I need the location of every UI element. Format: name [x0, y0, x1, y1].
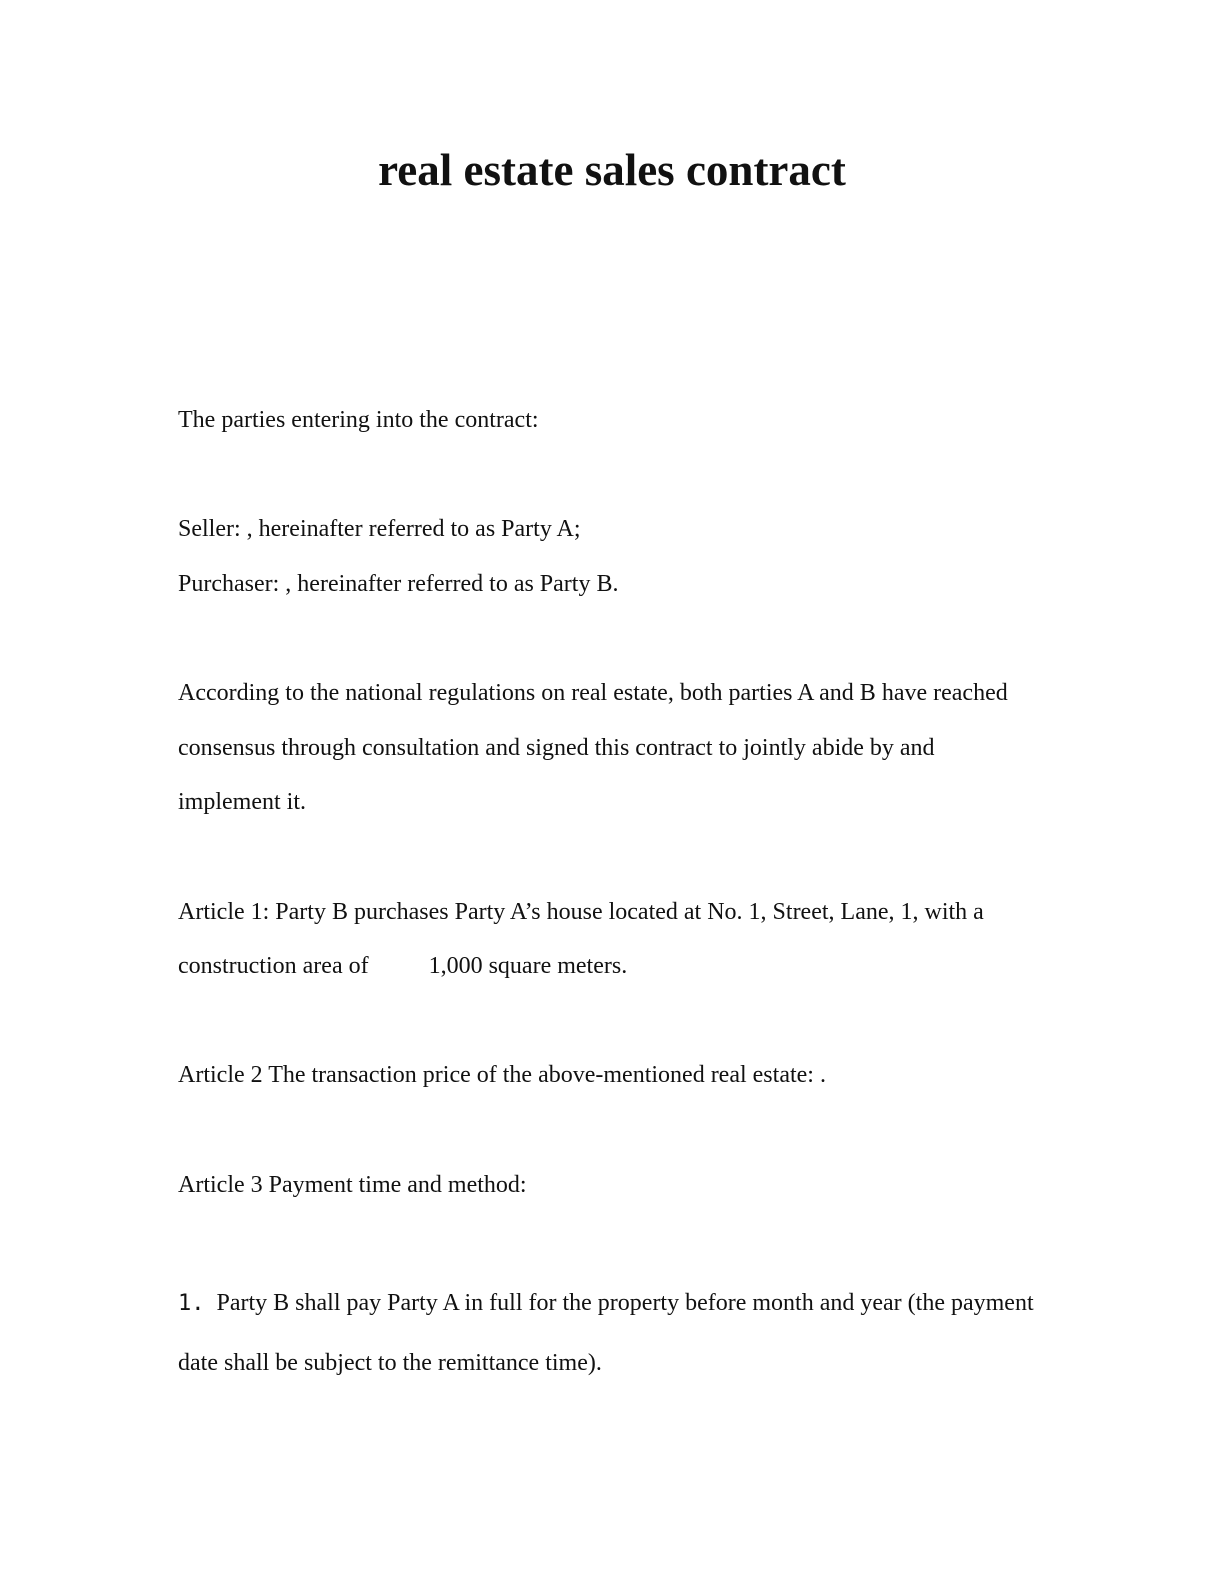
- preamble-line-1: According to the national regulations on real estate, both parties A and B have reached: [178, 680, 1008, 706]
- article1-line-1: Article 1: Party B purchases Party A’s house located at No. 1, Street, Lane, 1, with a: [178, 899, 984, 925]
- article2-line: Article 2 The transaction price of the above-mentioned real estate: .: [178, 1062, 826, 1088]
- article3-item1: [178, 1287, 1034, 1320]
- preamble-line-3: implement it.: [178, 789, 306, 815]
- document-title: real estate sales contract: [378, 145, 846, 195]
- seller-line: Seller: , hereinafter referred to as Party A;: [178, 516, 581, 542]
- article1-line-2: construction area of 1,000 square meters.: [178, 953, 628, 979]
- preamble-line-2: consensus through consultation and signed this contract to jointly abide by and: [178, 735, 935, 761]
- purchaser-line: Purchaser: , hereinafter referred to as Party B.: [178, 571, 619, 597]
- article3-item1-text-line-2: date shall be subject to the remittance time).: [178, 1350, 602, 1376]
- parties-heading: The parties entering into the contract:: [178, 407, 539, 433]
- article3-item1-text-line-1: Party B shall pay Party A in full for the property before month and year (the payment: [216, 1290, 1034, 1316]
- article3-item1-number: 1.: [178, 1291, 205, 1316]
- article3-heading: Article 3 Payment time and method:: [178, 1172, 527, 1198]
